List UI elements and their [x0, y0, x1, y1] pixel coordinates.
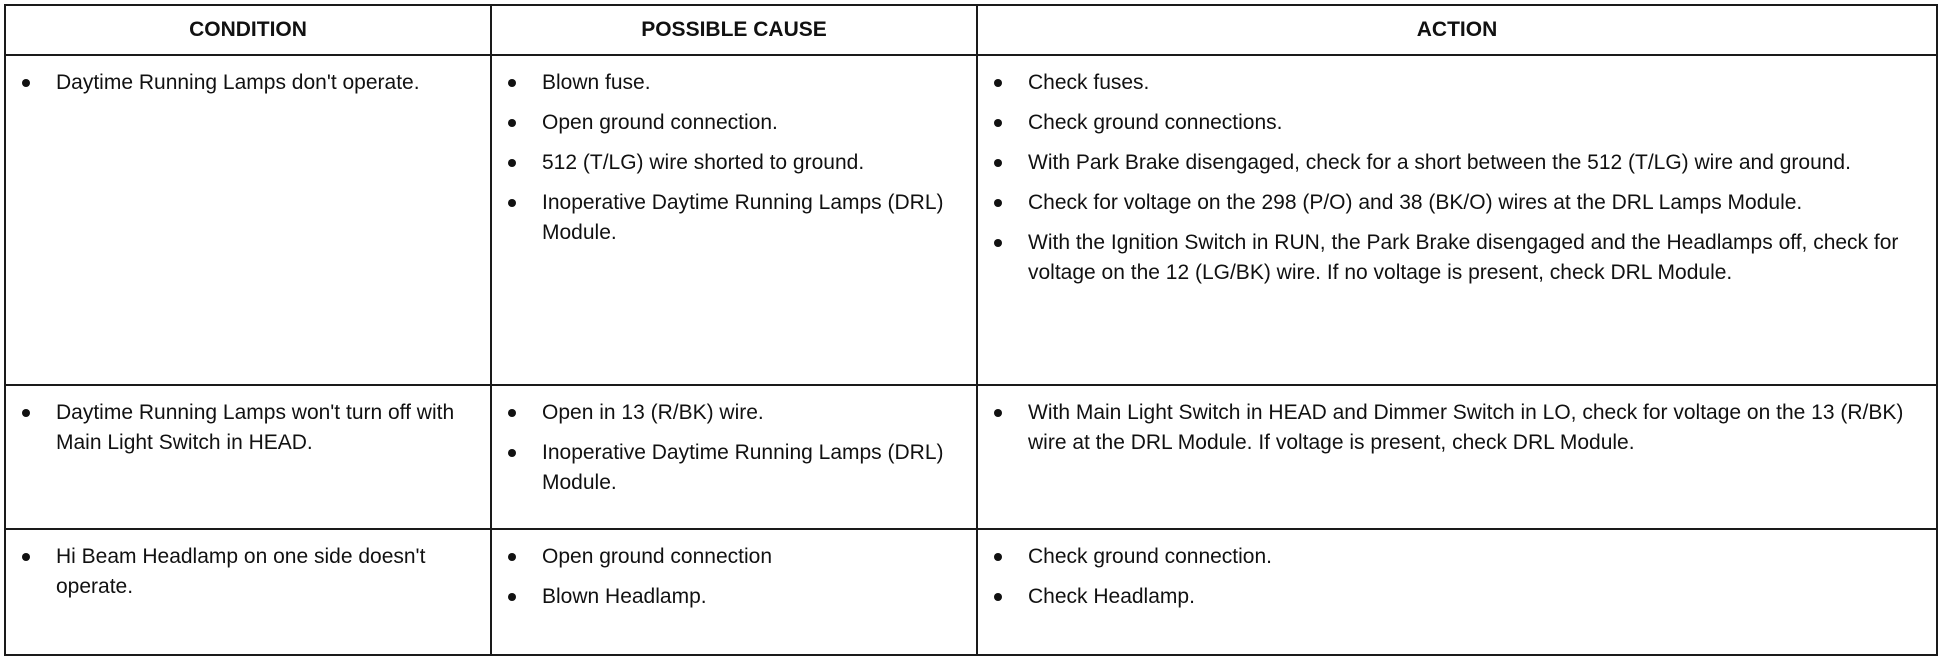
action-text: Check fuses. — [1028, 71, 1150, 94]
bullet-icon — [508, 79, 516, 87]
cause-text: Open ground connection. — [542, 111, 778, 134]
list-item — [16, 542, 480, 602]
condition-cell — [5, 529, 491, 655]
bullet-icon — [22, 79, 30, 87]
diagnosis-table — [4, 4, 1938, 656]
cause-cell — [491, 55, 977, 385]
cause-text: Open ground connection — [542, 545, 773, 568]
header-row — [5, 5, 1937, 55]
possible-cause-header: POSSIBLE CAUSE — [491, 5, 977, 55]
action-cell — [977, 529, 1937, 655]
list-item — [502, 148, 966, 178]
cause-text: Blown Headlamp. — [542, 585, 707, 608]
bullet-icon — [994, 119, 1002, 127]
condition-text: Daytime Running Lamps don't operate. — [56, 71, 420, 94]
condition-header: CONDITION — [5, 5, 491, 55]
list-item — [502, 68, 966, 98]
cause-text: Inoperative Daytime Running Lamps (DRL) Module. — [542, 441, 944, 494]
bullet-icon — [994, 593, 1002, 601]
bullet-icon — [508, 409, 516, 417]
bullet-icon — [994, 239, 1002, 247]
cause-text: Inoperative Daytime Running Lamps (DRL) Module. — [542, 191, 944, 244]
action-cell — [977, 385, 1937, 529]
bullet-icon — [508, 553, 516, 561]
list-item — [988, 188, 1926, 218]
bullet-icon — [508, 159, 516, 167]
condition-cell — [5, 385, 491, 529]
bullet-icon — [22, 553, 30, 561]
list-item — [988, 108, 1926, 138]
action-text: Check Headlamp. — [1028, 585, 1195, 608]
list-item — [988, 398, 1926, 458]
table-row — [5, 385, 1937, 529]
condition-text: Hi Beam Headlamp on one side doesn't operate. — [56, 545, 426, 598]
list-item — [988, 68, 1926, 98]
cause-cell — [491, 385, 977, 529]
list-item — [502, 108, 966, 138]
list-item — [988, 148, 1926, 178]
bullet-icon — [508, 199, 516, 207]
list-item — [988, 542, 1926, 572]
bullet-icon — [508, 449, 516, 457]
action-text: Check for voltage on the 298 (P/O) and 38 (BK/O) wires at the DRL Lamps Module. — [1028, 191, 1803, 214]
action-header: ACTION — [977, 5, 1937, 55]
action-text: Check ground connections. — [1028, 111, 1283, 134]
cause-text: Open in 13 (R/BK) wire. — [542, 401, 764, 424]
bullet-icon — [994, 159, 1002, 167]
condition-text: Daytime Running Lamps won't turn off with Main Light Switch in HEAD. — [56, 401, 455, 454]
bullet-icon — [994, 199, 1002, 207]
condition-cell — [5, 55, 491, 385]
cause-text: Blown fuse. — [542, 71, 651, 94]
action-cell — [977, 55, 1937, 385]
list-item — [16, 398, 480, 458]
action-text: With Main Light Switch in HEAD and Dimmer Switch in LO, check for voltage on the 13 (R/BK) wire at the DRL Module. If voltage is present, check DRL Module. — [1028, 401, 1904, 454]
list-item — [502, 582, 966, 612]
cause-text: 512 (T/LG) wire shorted to ground. — [542, 151, 865, 174]
action-text: With the Ignition Switch in RUN, the Park Brake disengaged and the Headlamps off, check for voltage on the 12 (LG/BK) wire. If no voltage is present, check DRL Module. — [1028, 231, 1899, 284]
list-item — [988, 228, 1926, 288]
list-item — [988, 582, 1926, 612]
table-row — [5, 529, 1937, 655]
bullet-icon — [994, 79, 1002, 87]
action-text: Check ground connection. — [1028, 545, 1272, 568]
list-item — [502, 188, 966, 248]
bullet-icon — [508, 593, 516, 601]
bullet-icon — [508, 119, 516, 127]
diagnosis-table-container — [4, 4, 1936, 616]
list-item — [16, 68, 480, 98]
table-row — [5, 55, 1937, 385]
bullet-icon — [994, 409, 1002, 417]
bullet-icon — [22, 409, 30, 417]
list-item — [502, 438, 966, 498]
list-item — [502, 398, 966, 428]
bullet-icon — [994, 553, 1002, 561]
list-item — [502, 542, 966, 572]
action-text: With Park Brake disengaged, check for a short between the 512 (T/LG) wire and ground. — [1028, 151, 1851, 174]
cause-cell — [491, 529, 977, 655]
